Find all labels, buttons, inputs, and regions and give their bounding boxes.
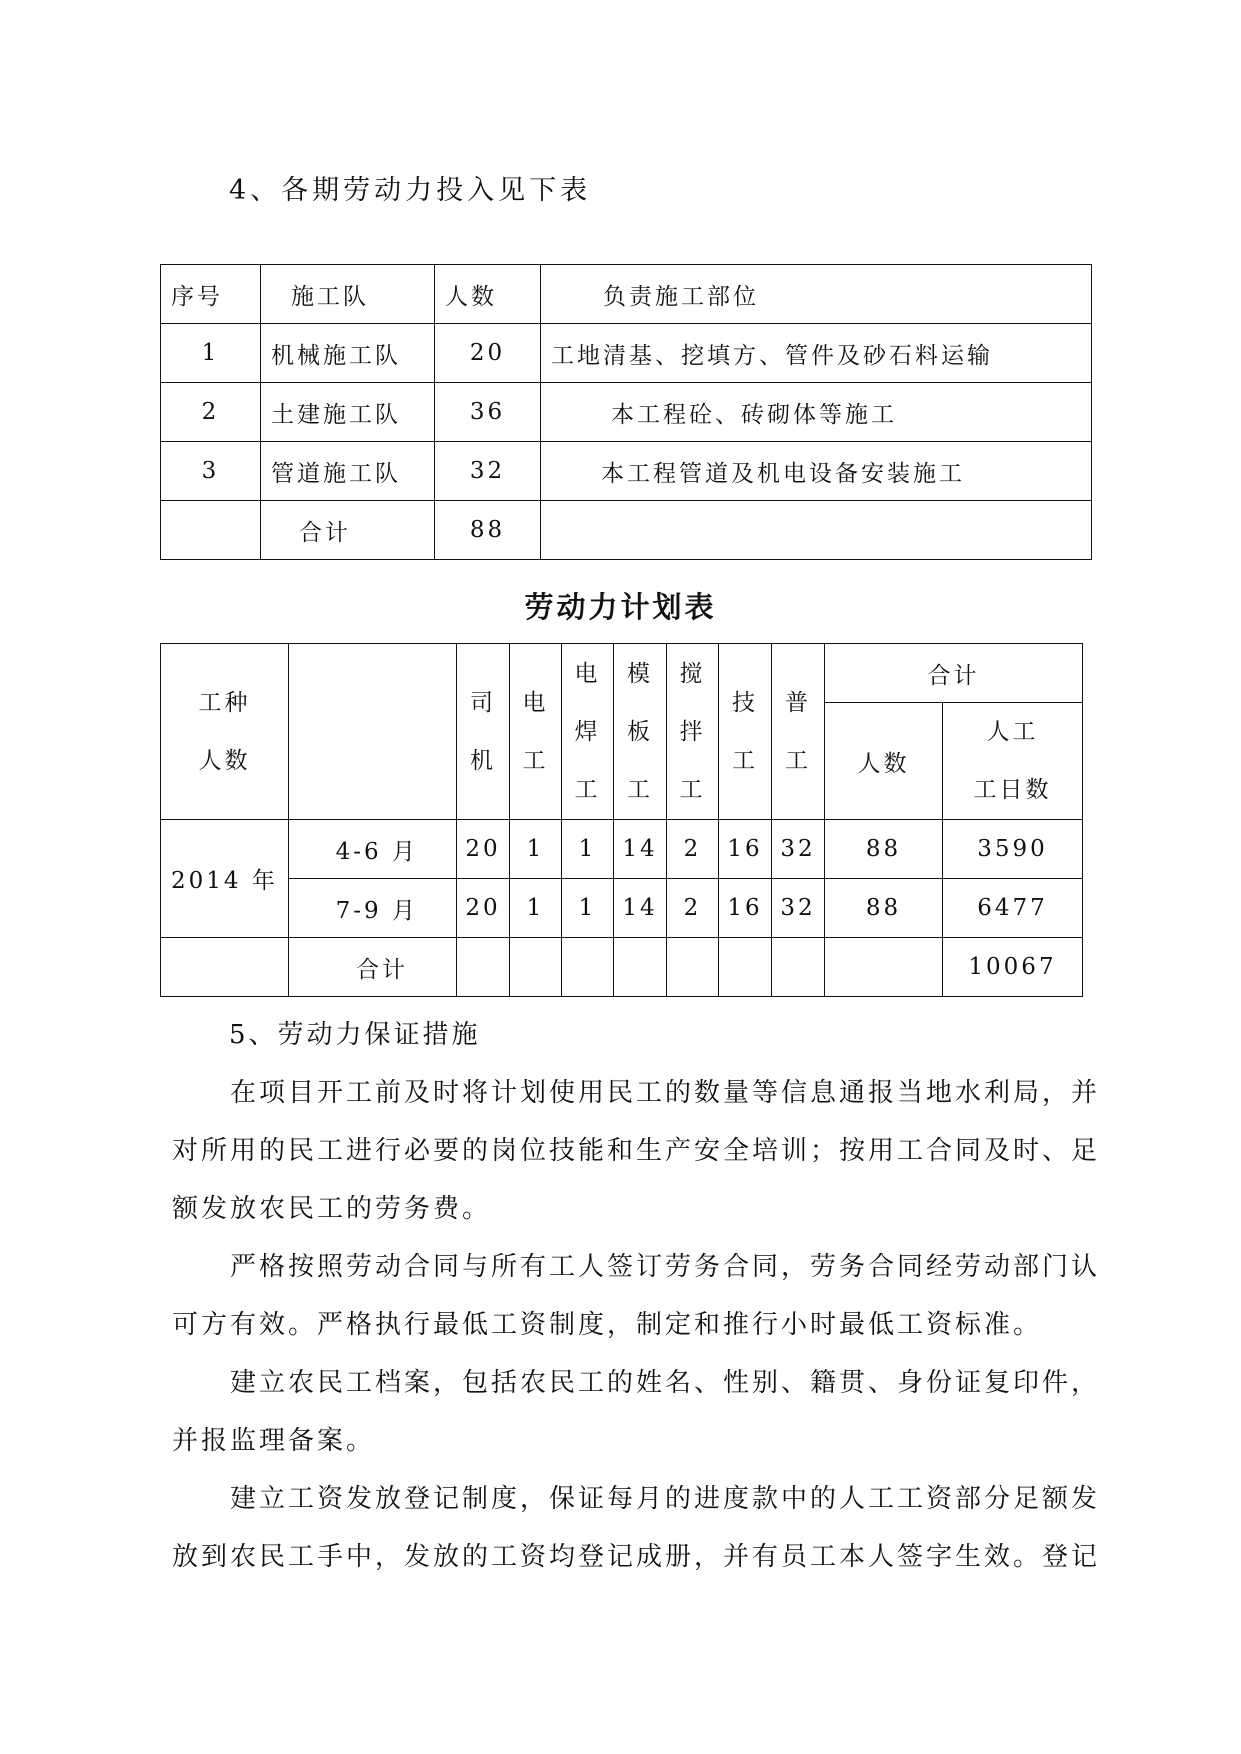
cell-count: 36 <box>435 383 541 442</box>
table-row <box>161 324 1092 383</box>
people-cell: 88 <box>825 879 943 938</box>
cell-count: 32 <box>435 442 541 501</box>
trade-mixer: 搅 拌 工 <box>667 644 719 820</box>
trade-technician: 技 工 <box>719 644 772 820</box>
value-cell: 20 <box>457 879 510 938</box>
section-4-heading: 4、各期劳动力投入见下表 <box>229 175 592 206</box>
paragraph: 严格按照劳动合同与所有工人签订劳务合同，劳务合同经劳动部门认可方有效。严格执行最低工资制度，制定和推行小时最低工资标准。 <box>172 1252 1101 1340</box>
paragraph: 建立农民工档案，包括农民工的姓名、性别、籍贯、身份证复印件，并报监理备案。 <box>172 1368 1101 1456</box>
cell-team: 管道施工队 <box>261 442 435 501</box>
total-days-header: 人工 工日数 <box>943 703 1083 820</box>
trade-formwork: 模 板 工 <box>614 644 667 820</box>
period-cell: 4-6 月 <box>289 820 457 879</box>
labor-input-table <box>160 264 1092 560</box>
cell-empty <box>719 938 772 997</box>
sum-days: 10067 <box>943 938 1083 997</box>
paragraph: 在项目开工前及时将计划使用民工的数量等信息通报当地水利局，并对所用的民工进行必要的岗位技能和生产安全培训；按用工合同及时、足额发放农民工的劳务费。 <box>172 1078 1101 1224</box>
header-team: 施工队 <box>261 265 435 324</box>
cell-scope: 本工程管道及机电设备安装施工 <box>541 442 1092 501</box>
days-cell: 3590 <box>943 820 1083 879</box>
period-cell: 7-9 月 <box>289 879 457 938</box>
cell-empty <box>667 938 719 997</box>
value-cell: 32 <box>772 820 825 879</box>
value-cell: 32 <box>772 879 825 938</box>
total-count: 88 <box>435 501 541 560</box>
cell-empty <box>614 938 667 997</box>
plan-header-row <box>161 644 1083 703</box>
value-cell: 20 <box>457 820 510 879</box>
corner-cell <box>161 644 289 820</box>
cell-empty <box>541 501 1092 560</box>
cell-count: 20 <box>435 324 541 383</box>
labor-plan-title: 劳动力计划表 <box>524 590 717 624</box>
header-count: 人数 <box>435 265 541 324</box>
cell-empty <box>772 938 825 997</box>
header-scope: 负责施工部位 <box>541 265 1092 324</box>
trade-laborer: 普 工 <box>772 644 825 820</box>
cell-empty <box>161 938 289 997</box>
value-cell: 16 <box>719 820 772 879</box>
table-row <box>161 442 1092 501</box>
trade-electrician: 电 工 <box>510 644 562 820</box>
value-cell: 1 <box>562 879 614 938</box>
cell-empty <box>289 644 457 820</box>
cell-empty <box>161 501 261 560</box>
trade-welder: 电 焊 工 <box>562 644 614 820</box>
section-5-heading: 5、劳动力保证措施 <box>229 1020 481 1050</box>
table-row <box>161 820 1083 879</box>
value-cell: 1 <box>510 879 562 938</box>
value-cell: 1 <box>562 820 614 879</box>
total-label: 合计 <box>261 501 435 560</box>
cell-scope: 本工程砼、砖砌体等施工 <box>541 383 1092 442</box>
trade-driver: 司 机 <box>457 644 510 820</box>
cell-empty <box>825 938 943 997</box>
value-cell: 14 <box>614 820 667 879</box>
sum-label: 合计 <box>289 938 457 997</box>
table-row <box>161 879 1083 938</box>
cell-no: 3 <box>161 442 261 501</box>
value-cell: 2 <box>667 820 719 879</box>
value-cell: 14 <box>614 879 667 938</box>
corner-top: 工种 <box>198 689 251 716</box>
cell-empty <box>510 938 562 997</box>
table-total-row <box>161 501 1092 560</box>
header-no: 序号 <box>161 265 261 324</box>
value-cell: 2 <box>667 879 719 938</box>
cell-team: 土建施工队 <box>261 383 435 442</box>
table-header-row <box>161 265 1092 324</box>
value-cell: 1 <box>510 820 562 879</box>
cell-empty <box>457 938 510 997</box>
days-cell: 6477 <box>943 879 1083 938</box>
people-cell: 88 <box>825 820 943 879</box>
cell-no: 1 <box>161 324 261 383</box>
labor-plan-table <box>160 643 1083 997</box>
cell-scope: 工地清基、挖填方、管件及砂石料运输 <box>541 324 1092 383</box>
value-cell: 16 <box>719 879 772 938</box>
table-total-row <box>161 938 1083 997</box>
corner-bottom: 人数 <box>198 747 251 774</box>
paragraph: 建立工资发放登记制度，保证每月的进度款中的人工工资部分足额发放到农民工手中，发放的工资均登记成册，并有员工本人签字生效。登记 <box>172 1484 1101 1572</box>
total-group-header: 合计 <box>825 644 1083 703</box>
cell-empty <box>562 938 614 997</box>
cell-no: 2 <box>161 383 261 442</box>
year-cell: 2014 年 <box>161 820 289 938</box>
cell-team: 机械施工队 <box>261 324 435 383</box>
table-row <box>161 383 1092 442</box>
total-people-header: 人数 <box>825 703 943 820</box>
